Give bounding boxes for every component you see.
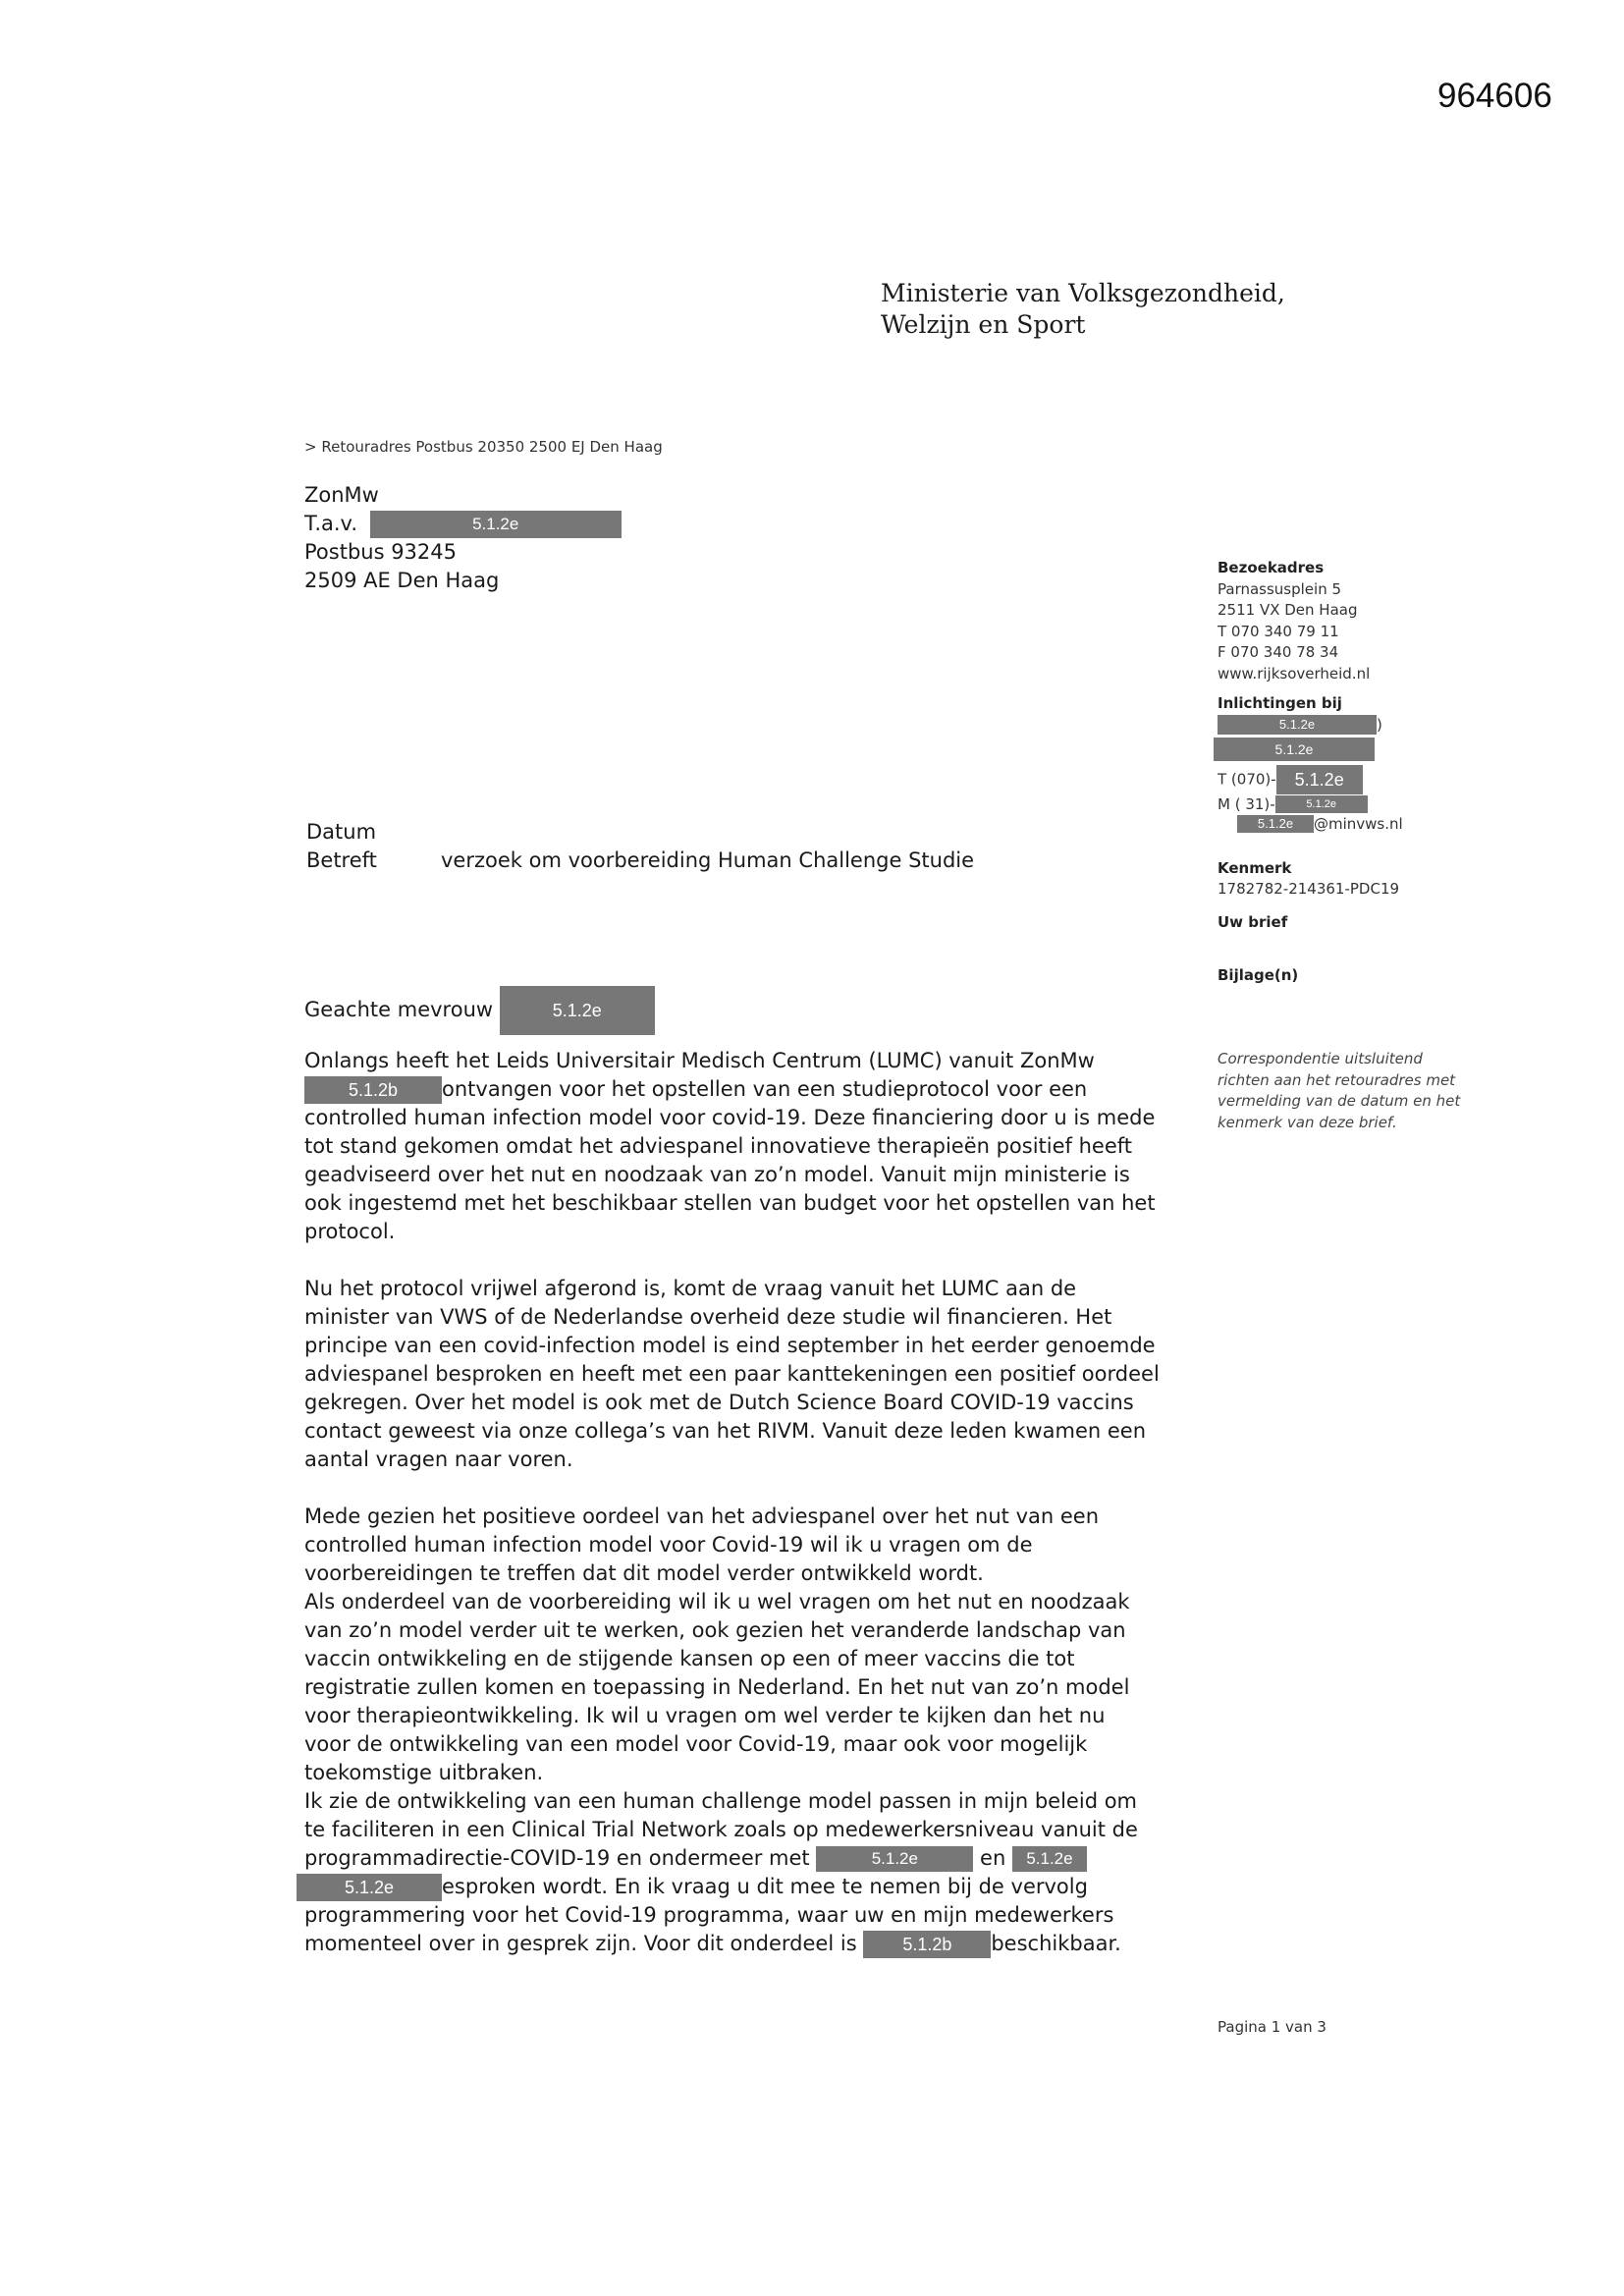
info-mobile-row: M ( 31)- 5.1.2e (1218, 794, 1512, 814)
recipient-postbus: Postbus 93245 (304, 540, 457, 564)
info-phone-row: T (070)- 5.1.2e (1218, 765, 1512, 794)
attachments-label: Bijlage(n) (1218, 966, 1299, 984)
subject-row (306, 847, 974, 875)
info-dept-row (1218, 738, 1512, 765)
redaction-block: 5.1.2b (863, 1931, 991, 1958)
redaction-block: 5.1.2e (1275, 795, 1368, 813)
your-letter-label: Uw brief (1218, 912, 1288, 931)
visit-postal: 2511 VX Den Haag (1218, 601, 1358, 619)
visit-website: www.rijksoverheid.nl (1218, 664, 1371, 683)
visit-street: Parnassusplein 5 (1218, 579, 1342, 598)
attn-prefix: T.a.v. (304, 512, 358, 535)
ministry-line-2: Welzijn en Sport (881, 310, 1086, 339)
redaction-block: 5.1.2e (370, 511, 622, 538)
recipient-address (304, 481, 622, 595)
date-row (306, 818, 974, 847)
redaction-block: 5.1.2e (500, 986, 655, 1035)
correspondence-note: Correspondentie uitsluitend richten aan het retouradres met vermelding van de datum en het kenmerk van deze brief. (1218, 1050, 1461, 1131)
recipient-attn (304, 510, 622, 538)
reference-value: 1782782-214361-PDC19 (1218, 880, 1400, 898)
reference-heading: Kenmerk (1218, 858, 1292, 877)
date-label: Datum (306, 820, 377, 844)
info-email-row: 5.1.2e @minvws.nl (1218, 814, 1512, 835)
visit-phone: T 070 340 79 11 (1218, 622, 1339, 640)
info-heading: Inlichtingen bij (1218, 694, 1342, 712)
page-number: Pagina 1 van 3 (1218, 2018, 1326, 2036)
paragraph-1: Onlangs heeft het Leids Universitair Medisch Centrum (LUMC) vanuit ZonMw 5.1.2b ontvangen voor het opstellen van een studieprotocol voor een controlled human infection model voor covid-19. Deze financiering door u is mede tot stand gekomen omdat het adviespanel innovatieve therapieën positief heeft geadviseerd over het nut en noodzaak van zo’n model. Vanuit mijn ministerie is ook ingestemd met het beschikbaar stellen van budget voor het opstellen van het protocol. (304, 1049, 1156, 1243)
paragraph-3: Mede gezien het positieve oordeel van het adviespanel over het nut van een controlled human infection model voor Covid-19 wil ik u vragen om de voorbereidingen te treffen dat dit model verder ontwikkeld wordt. Als onderdeel van de voorbereiding wil ik u wel vragen om het nut en noodzaak van zo’n model verder uit te werken, ook gezien het veranderde landschap van vaccin ontwikkeling en de stijgende kansen op een of meer vaccins die tot registratie zullen komen en toepassing in Nederland. En het nut van zo’n model voor therapieontwikkeling. Ik wil u vragen om wel verder te kijken dan het nu voor de ontwikkeling van een model voor Covid-19, maar ook voor mogelijk toekomstige uitbraken. Ik zie de ontwikkeling van een human challenge model passen in mijn beleid om te faciliteren in een Clinical Trial Network zoals op medewerkersniveau vanuit de programmadirectie-COVID-19 en ondermeer met 5.1.2e en 5.1.2e 5.1.2e esproken wordt. En ik vraag u dit mee te nemen bij de vervolg programmering voor het Covid-19 programma, waar uw en mijn medewerkers momenteel over in gesprek zijn. Voor dit onderdeel is 5.1.2b beschikbaar. (304, 1503, 1188, 1958)
redaction-block: 5.1.2e (297, 1874, 442, 1901)
paragraph-2: Nu het protocol vrijwel afgerond is, komt de vraag vanuit het LUMC aan de minister van VWS of de Nederlandse overheid deze studie wil financieren. Het principe van een covid-infection model is eind september in het eerder genoemde adviespanel besproken en heeft met een paar kanttekeningen een positief oordeel gekregen. Over het model is ook met de Dutch Science Board COVID-19 vaccins contact geweest via onze collega’s van het RIVM. Vanuit deze leden kwamen een aantal vragen naar voren. (304, 1277, 1160, 1471)
info-name-row: 5.1.2e ) (1218, 715, 1512, 736)
redaction-block: 5.1.2e (1012, 1846, 1087, 1872)
subject-label: Betreft (306, 848, 377, 872)
redaction-block: 5.1.2e (816, 1846, 973, 1872)
document-number: 964606 (1437, 77, 1552, 115)
redaction-block: 5.1.2e (1237, 815, 1314, 833)
redaction-block: 5.1.2e (1276, 765, 1363, 794)
redaction-block: 5.1.2e (1218, 715, 1377, 735)
return-address: > Retouradres Postbus 20350 2500 EJ Den Haag (304, 438, 663, 456)
sidebar-info (1218, 558, 1512, 987)
subject-text: verzoek om voorbereiding Human Challenge Studie (441, 848, 975, 872)
recipient-org: ZonMw (304, 483, 379, 507)
visit-fax: F 070 340 78 34 (1218, 643, 1339, 661)
letter-meta (306, 818, 974, 875)
visit-heading: Bezoekadres (1218, 559, 1325, 576)
ministry-logo-text (881, 278, 1285, 341)
redaction-block: 5.1.2e (1214, 738, 1375, 761)
recipient-city: 2509 AE Den Haag (304, 569, 500, 592)
redaction-block: 5.1.2b (304, 1076, 442, 1104)
ministry-line-1: Ministerie van Volksgezondheid, (881, 279, 1285, 307)
salutation: Geachte mevrouw 5.1.2e (304, 986, 655, 1035)
